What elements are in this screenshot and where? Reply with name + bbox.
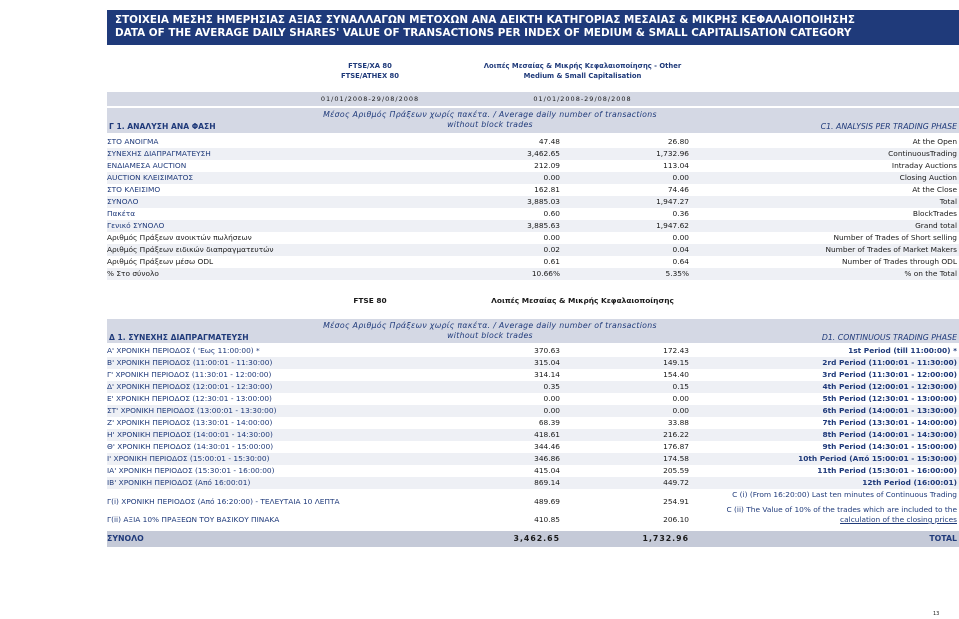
avg-caption-line2: without block trades <box>447 120 533 129</box>
table-row: Ζ' ΧΡΟΝΙΚΗ ΠΕΡΙΟΔΟΣ (13:30:01 - 14:00:00) 68.39 33.88 7th Period (13:30:01 - 14:00:00) <box>107 418 957 427</box>
other-name-gr: Λοιπές Μεσαίας & Μικρής Κεφαλαιοποίησης - Other <box>483 62 682 70</box>
table-row: Δ' ΧΡΟΝΙΚΗ ΠΕΡΙΟΔΟΣ (12:00:01 - 12:30:00) 0.35 0.15 4th Period (12:00:01 - 12:30:00) <box>107 382 957 391</box>
mid-other-header: Λοιπές Μεσαίας & Μικρής Κεφαλαιοποίησης <box>491 296 674 305</box>
index-column-header <box>300 61 440 81</box>
page-number: 13 <box>933 611 940 617</box>
table-row-last-ten-minutes: Γ(i) ΧΡΟΝΙΚΗ ΠΕΡΙΟΔΟΣ (Από 16:20:00) - ΤΕΛΕΥΤΑΙΑ 10 ΛΕΠΤΑ 489.69 254.91 <box>107 497 689 506</box>
section-c1-title-gr: Γ 1. ΑΝΑΛΥΣΗ ΑΝΑ ΦΑΣΗ <box>109 122 216 131</box>
avg-caption-line1: Μέσος Αριθμός Πράξεων χωρίς πακέτα. / Average daily number of transactions <box>323 110 657 119</box>
table-row: Αριθμός Πράξεων μέσω ODL 0.61 0.64 Number of Trades through ODL <box>107 257 957 266</box>
table-row: Α' ΧΡΟΝΙΚΗ ΠΕΡΙΟΔΟΣ ( 'Εως 11:00:00) * 370.63 172.43 1st Period (till 11:00:00) * <box>107 346 957 355</box>
section-d1-title-gr: Δ 1. ΣΥΝΕΧΗΣ ΔΙΑΠΡΑΓΜΑΤΕΥΣΗ <box>109 333 249 342</box>
index-name-gr: FTSE/XA 80 <box>348 62 392 70</box>
table-row: Αριθμός Πράξεων ανοικτών πωλήσεων 0.00 0.00 Number of Trades of Short selling <box>107 233 957 242</box>
table-row: Πακέτα 0.60 0.36 BlockTrades <box>107 209 957 218</box>
table-row: ΣΤΟ ΑΝΟΙΓΜΑ 47.48 26.80 At the Open <box>107 137 957 146</box>
table-row: ΙΑ' ΧΡΟΝΙΚΗ ΠΕΡΙΟΔΟΣ (15:30:01 - 16:00:00) 415.04 205.59 11th Period (15:30:01 - 16:00:00) <box>107 466 957 475</box>
table-row: Αριθμός Πράξεων ειδικών διαπραγματευτών 0.02 0.04 Number of Trades of Market Makers <box>107 245 957 254</box>
closing-value-en-line1: C (ii) The Value of 10% of the trades which are included to the <box>726 505 957 514</box>
closing-value-en-line2: calculation of the closing prices <box>840 515 957 524</box>
index-name-en: FTSE/ATHEX 80 <box>340 72 400 80</box>
avg-caption-line2: without block trades <box>447 331 533 340</box>
table-row: ΙΒ' ΧΡΟΝΙΚΗ ΠΕΡΙΟΔΟΣ (Από 16:00:01) 869.14 449.72 12th Period (16:00:01) <box>107 478 957 487</box>
table-row: Γενικό ΣΥΝΟΛΟ 3,885.63 1,947.62 Grand total <box>107 221 957 230</box>
table-row: ΕΝΔΙΑΜΕΣΑ AUCTION 212.09 113.04 Intraday Auctions <box>107 161 957 170</box>
table-row: AUCTION ΚΛΕΙΣΙΜΑΤΟΣ 0.00 0.00 Closing Auction <box>107 173 957 182</box>
mid-index-header: FTSE 80 <box>353 296 387 305</box>
period-col2: 01/01/2008-29/08/2008 <box>533 95 632 103</box>
table-row: Θ' ΧΡΟΝΙΚΗ ΠΕΡΙΟΔΟΣ (14:30:01 - 15:00:00) 344.46 176.87 9th Period (14:30:01 - 15:00:00) <box>107 442 957 451</box>
table-row: Ε' ΧΡΟΝΙΚΗ ΠΕΡΙΟΔΟΣ (12:30:01 - 13:00:00) 0.00 0.00 5th Period (12:30:01 - 13:00:00) <box>107 394 957 403</box>
table-row: Β' ΧΡΟΝΙΚΗ ΠΕΡΙΟΔΟΣ (11:00:01 - 11:30:00) 315.04 149.15 2rd Period (11:00:01 - 11:30:00) <box>107 358 957 367</box>
avg-caption-line1: Μέσος Αριθμός Πράξεων χωρίς πακέτα. / Average daily number of transactions <box>323 321 657 330</box>
table-row: ΣΤΟ ΚΛΕΙΣΙΜΟ 162.81 74.46 At the Close <box>107 185 957 194</box>
title-english: DATA OF THE AVERAGE DAILY SHARES' VALUE OF TRANSACTIONS PER INDEX OF MEDIUM & SMALL CAPITALISATION CATEGORY <box>115 27 852 39</box>
total-row: ΣΥΝΟΛΟ 3,462.65 1,732.96 TOTAL <box>107 534 957 543</box>
table-row: Η' ΧΡΟΝΙΚΗ ΠΕΡΙΟΔΟΣ (14:00:01 - 14:30:00) 418.61 216.22 8th Period (14:00:01 - 14:30:00) <box>107 430 957 439</box>
table-row: Ι' ΧΡΟΝΙΚΗ ΠΕΡΙΟΔΟΣ (15:00:01 - 15:30:00) 346.86 174.58 10th Period (Από 15:00:01 - 15:30:00) <box>107 454 957 463</box>
table-row: % Στο σύνολο 10.66% 5.35% % on the Total <box>107 269 957 278</box>
section-c1-title-en: C1. ANALYSIS PER TRADING PHASE <box>820 122 957 131</box>
avg-transactions-caption-2 <box>280 321 700 341</box>
table-row: ΣΥΝΕΧΗΣ ΔΙΑΠΡΑΓΜΑΤΕΥΣΗ 3,462.65 1,732.96 ContinuousTrading <box>107 149 957 158</box>
period-col1: 01/01/2008-29/08/2008 <box>320 95 420 103</box>
other-column-header <box>470 61 695 81</box>
table-row-closing-value: Γ(ii) ΑΞΙΑ 10% ΠΡΑΞΕΩΝ ΤΟΥ ΒΑΣΙΚΟΥ ΠΙΝΑΚΑ 410.85 206.10 <box>107 515 689 524</box>
title-greek: ΣΤΟΙΧΕΙΑ ΜΕΣΗΣ ΗΜΕΡΗΣΙΑΣ ΑΞΙΑΣ ΣΥΝΑΛΛΑΓΩΝ ΜΕΤΟΧΩΝ ΑΝΑ ΔΕΙΚΤΗ ΚΑΤΗΓΟΡΙΑΣ ΜΕΣΑΙΑΣ & ΜΙΚΡΗΣ ΚΕΦΑΛΑΙΟΠΟΙΗΣΗΣ <box>115 14 856 26</box>
closing-value-en <box>727 505 957 525</box>
avg-transactions-caption-1 <box>280 110 700 130</box>
table-row: ΣΤ' ΧΡΟΝΙΚΗ ΠΕΡΙΟΔΟΣ (13:00:01 - 13:30:00) 0.00 0.00 6th Period (14:00:01 - 13:30:00) <box>107 406 957 415</box>
table-row: Γ' ΧΡΟΝΙΚΗ ΠΕΡΙΟΔΟΣ (11:30:01 - 12:00:00) 314.14 154.40 3rd Period (11:30:01 - 12:00:00) <box>107 370 957 379</box>
page-header <box>107 10 959 45</box>
section-d1-title-en: D1. CONTINUOUS TRADING PHASE <box>821 333 957 342</box>
last-ten-minutes-en: C (i) (From 16:20:00) Last ten minutes of Continuous Trading <box>732 490 957 499</box>
other-name-en: Medium & Small Capitalisation <box>523 72 642 80</box>
table-row: ΣΥΝΟΛΟ 3,885.03 1,947.27 Total <box>107 197 957 206</box>
